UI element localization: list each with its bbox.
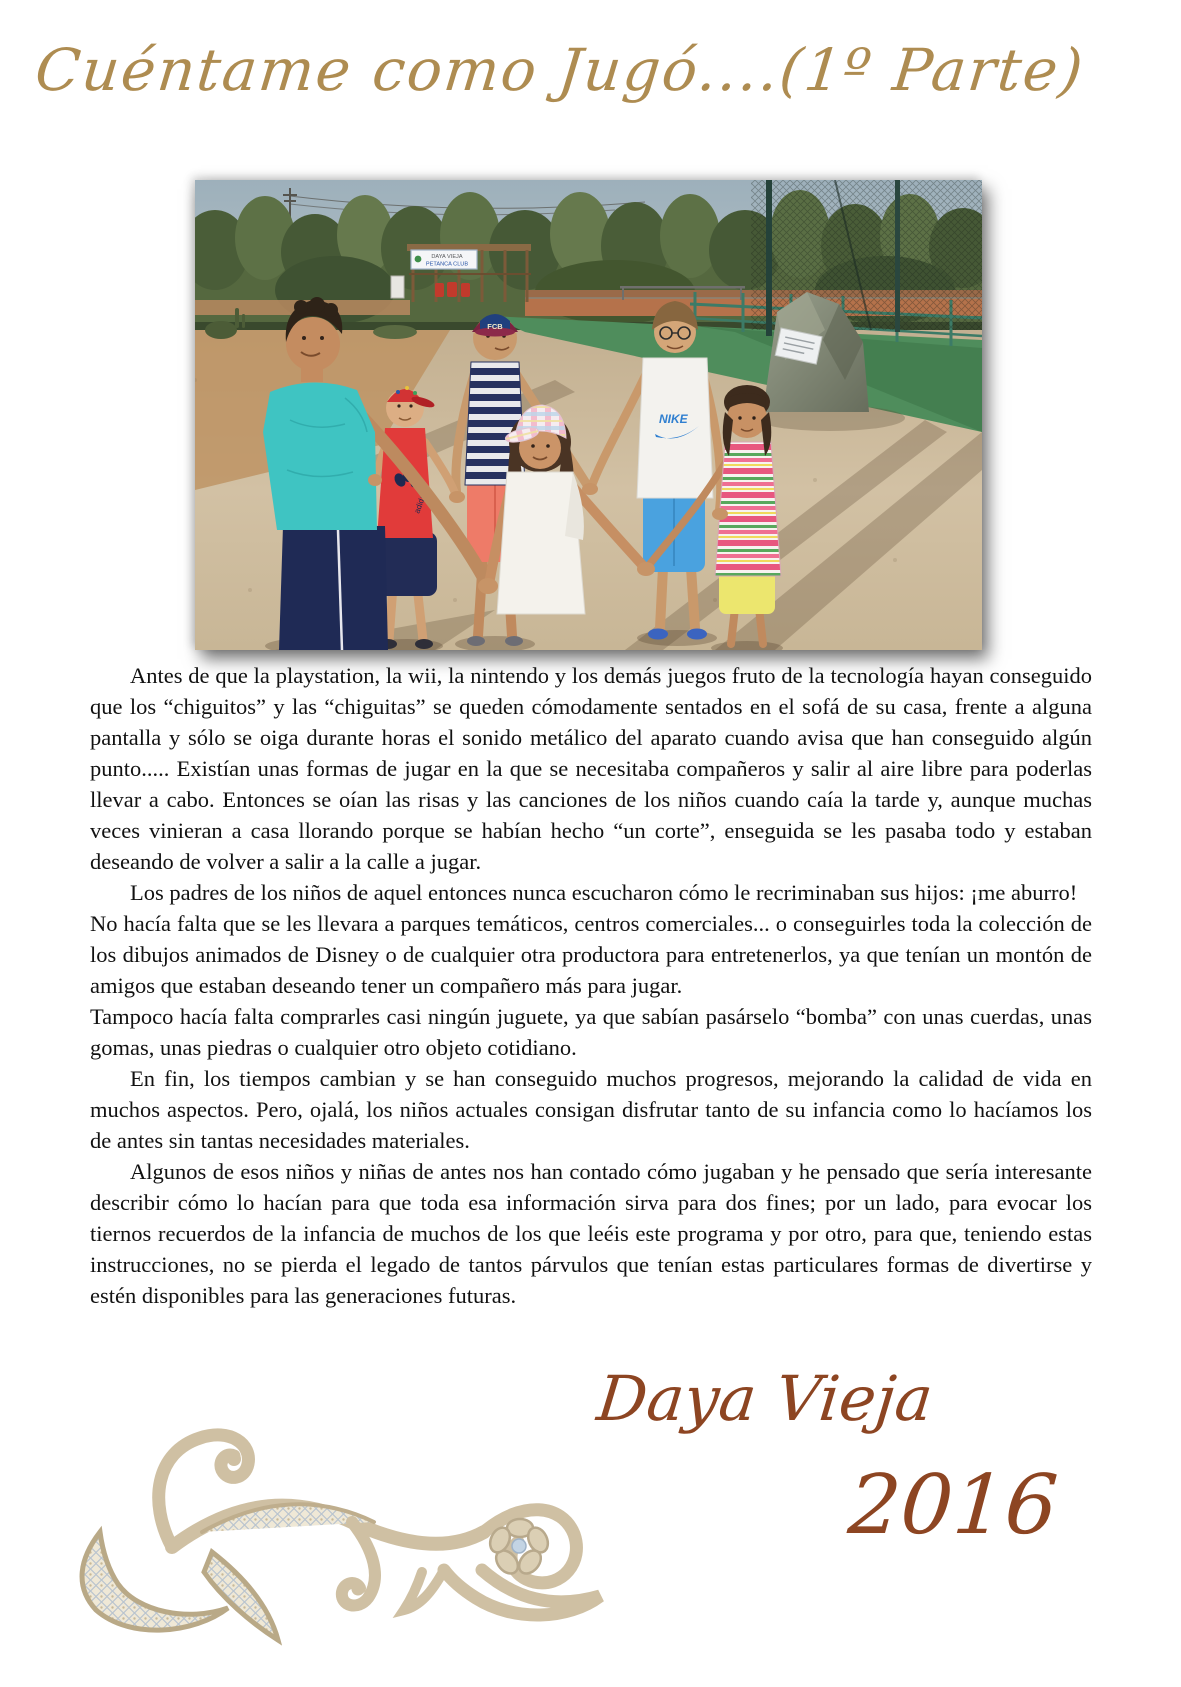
paragraph-3: No hacía falta que se les llevara a parques temáticos, centros comerciales... o conseguirles toda la colección de los dibujos animados de Disney o de cualquier otra productora para entretenerlos, ya que tenían un montón de amigos que estaban deseando tener un compañero más para jugar.: [90, 911, 1092, 998]
children-photo-illustration: [195, 180, 982, 650]
fcb-cap-label: FCB: [487, 322, 503, 331]
paragraph-4: Tampoco hacía falta comprarles casi ningún juguete, ya que sabían pasárselo “bomba” con unas cuerdas, unas gomas, unas piedras o cualquier otro objeto cotidiano.: [90, 1004, 1092, 1060]
lace-ornament: [52, 1382, 617, 1654]
children-photo: [195, 180, 982, 650]
paragraph-5: En fin, los tiempos cambian y se han conseguido muchos progresos, mejorando la calidad de vida en muchos aspectos. Pero, ojalá, los niños actuales consigan disfrutar tanto de su infancia como lo hacíamos los de antes sin tantas necesidades materiales.: [90, 1066, 1092, 1153]
adidas-tank-label: adidas: [412, 489, 429, 515]
club-sign-town: DAYA VIEJA: [431, 254, 463, 260]
club-sign-name: PETANCA CLUB: [425, 261, 469, 268]
red-chairs: [435, 282, 470, 297]
lace-ornament-drawing: [52, 1382, 617, 1654]
paragraph-1: Antes de que la playstation, la wii, la nintendo y los demás juegos fruto de la tecnología hayan conseguido que los “chiguitos” y las “chiguitas” se queden cómodamente sentados en el sofá de su casa, frente a alguna pantalla y sólo se oiga durante horas el sonido metálico del aparato cuando avisa que han conseguido algún punto..... Existían unas formas de jugar en la que se necesitaba compañeros y salir al aire libre para poderlas llevar a cabo. Entonces se oían las risas y las canciones de los niños cuando caía la tarde y, aunque muchas veces vinieran a casa llorando porque se habían hecho “un corte”, enseguida se les pasaba todo y estaban deseando de volver a salir a la calle a jugar.: [90, 663, 1092, 874]
nike-shirt-label: NIKE: [659, 412, 688, 426]
article-text: [90, 660, 1092, 1311]
paragraph-2: Los padres de los niños de aquel entonces nunca escucharon cómo le recriminaban sus hijos: ¡me aburro!: [130, 880, 1078, 905]
footer-brand: Daya Vieja: [593, 1362, 937, 1435]
footer-year: 2016: [845, 1458, 1061, 1553]
page-title: Cuéntame como Jugó....(1º Parte): [32, 36, 1088, 104]
paragraph-6: Algunos de esos niños y niñas de antes nos han contado cómo jugaban y he pensado que sería interesante describir cómo lo hacían para que toda esa información sirva para dos fines; por un lado, para evocar los tiernos recuerdos de la infancia de muchos de los que leéis este programa y por otro, para que, teniendo estas instrucciones, no se pierda el legado de tantos párvulos que tenían estas particulares formas de divertirse y estén disponibles para las generaciones futuras.: [90, 1159, 1092, 1308]
